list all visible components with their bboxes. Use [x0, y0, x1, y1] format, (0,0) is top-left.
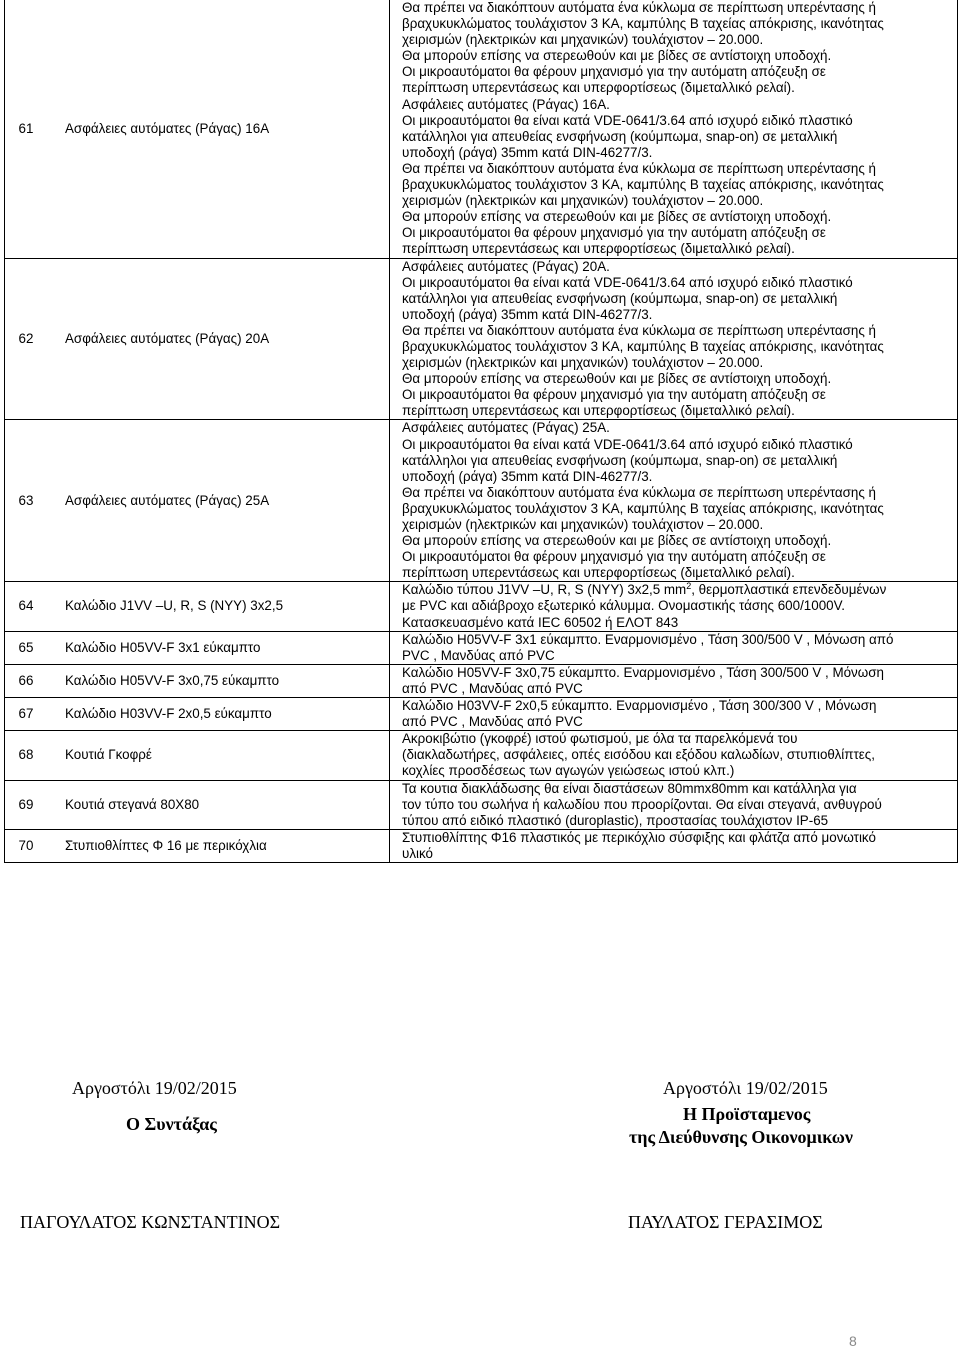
- desc-line: χειρισμών (ηλεκτρικών και μηχανικών) τουλάχιστον – 20.000.: [402, 517, 764, 532]
- desc-line: [402, 582, 949, 598]
- desc-text: , θερμοπλαστικά επενδεδυμένων: [691, 582, 887, 598]
- desc-line: (διακλαδωτήρες, ασφάλειες, οπές εισόδου και εξόδου καλωδίων, στυπιοθλίπτες,: [402, 747, 875, 763]
- right-role-line2: της Διεύθυνσης Οικονομικων: [629, 1127, 853, 1147]
- item-description: [390, 582, 958, 631]
- superscript: 2: [686, 581, 692, 592]
- item-name: Στυπιοθλίπτες Φ 16 με περικόχλια: [47, 829, 390, 862]
- item-number: 68: [5, 731, 48, 780]
- desc-line: Τα κουτια διακλάδωσης θα είναι διαστάσεων 80mmx80mm και κατάλληλα για: [402, 780, 857, 796]
- left-role: Ο Συντάξας: [126, 1114, 217, 1134]
- item-name: Καλώδιο J1VV –U, R, S (NYY) 3x2,5: [47, 582, 390, 631]
- desc-line: τον τύπο του σωλήνα ή καλωδίου που προορίζονται. Θα είναι στεγανά, ανθυγρού: [402, 796, 882, 812]
- desc-line: υποδοχή (ράγα) 35mm κατά DIN-46277/3.: [402, 468, 653, 484]
- item-name: Κουτιά στεγανά 80Χ80: [47, 780, 390, 829]
- desc-line: βραχυκυκλώματος τουλάχιστον 3 ΚΑ, καμπύλης Β ταχείας απόκρισης, ικανότητας: [402, 500, 884, 516]
- desc-line: χειρισμών (ηλεκτρικών και μηχανικών) τουλάχιστον – 20.000.: [402, 32, 764, 48]
- desc-line: Οι μικροαυτόματοι θα φέρουν μηχανισμό για την αυτόματη απόζευξη σε: [402, 64, 826, 80]
- desc-line: περίπτωση υπερεντάσεως και υπερφορτίσεως (διμεταλλικό ρελαί).: [402, 565, 795, 581]
- desc-line: Καλώδιο H03VV-F 2x0,5 εύκαμπτο. Εναρμονισμένο , Τάση 300/300 V , Μόνωση: [402, 698, 877, 714]
- left-date: Αργοστόλι 19/02/2015: [72, 1078, 237, 1098]
- desc-line: Θα μπορούν επίσης να στερεωθούν και με βίδες σε αντίστοιχη υποδοχή.: [402, 371, 832, 387]
- right-role-line1: Η Προϊσταμενος: [683, 1104, 811, 1124]
- table-row: [5, 698, 958, 731]
- desc-line: Οι μικροαυτόματοι θα φέρουν μηχανισμό για την αυτόματη απόζευξη σε: [402, 387, 826, 403]
- table-row: [5, 780, 958, 829]
- table-row: [5, 420, 958, 582]
- right-date: Αργοστόλι 19/02/2015: [663, 1078, 828, 1098]
- desc-line: υλικό: [402, 845, 433, 861]
- desc-line: Κατασκευασμένο κατά IEC 60502 ή ΕΛΟΤ 843: [402, 614, 679, 630]
- right-signatory-name: ΠΑΥΛΑΤΟΣ ΓΕΡΑΣΙΜΟΣ: [628, 1212, 823, 1232]
- desc-line: περίπτωση υπερεντάσεως και υπερφορτίσεως (διμεταλλικό ρελαί).: [402, 403, 795, 419]
- desc-line: κατάλληλοι για απευθείας ενσφήνωση (κούμπωμα, snap-on) σε μεταλλική: [402, 452, 838, 468]
- desc-line: περίπτωση υπερεντάσεως και υπερφορτίσεως (διμεταλλικό ρελαί).: [402, 241, 795, 257]
- items-table: [4, 0, 958, 863]
- desc-line: Θα πρέπει να διακόπτουν αυτόματα ένα κύκλωμα σε περίπτωση υπερέντασης ή: [402, 160, 877, 176]
- desc-line: Ακροκιβώτιο (γκοφρέ) ιστού φωτισμού, με όλα τα παρελκόμενά του: [402, 731, 798, 747]
- item-number: 62: [5, 258, 48, 420]
- table-row: [5, 258, 958, 420]
- desc-line: Ασφάλειες αυτόματες (Ράγας) 16Α.: [402, 96, 610, 112]
- desc-line: κατάλληλοι για απευθείας ενσφήνωση (κούμπωμα, snap-on) σε μεταλλική: [402, 128, 838, 144]
- item-description: [390, 631, 958, 664]
- desc-line: Ασφάλειες αυτόματες (Ράγας) 25Α.: [402, 420, 610, 436]
- table-row: [5, 582, 958, 631]
- left-signatory-name: ΠΑΓΟΥΛΑΤΟΣ ΚΩΝΣΤΑΝΤΙΝΟΣ: [20, 1212, 281, 1232]
- item-description: [390, 664, 958, 697]
- table-row: [5, 829, 958, 862]
- desc-line: κατάλληλοι για απευθείας ενσφήνωση (κούμπωμα, snap-on) σε μεταλλική: [402, 290, 838, 306]
- desc-line: Οι μικροαυτόματοι θα είναι κατά VDE-0641/3.64 από ισχυρό ειδικό πλαστικό: [402, 274, 853, 290]
- desc-line: Καλώδιο H05VV-F 3x0,75 εύκαμπτο. Εναρμονισμένο , Τάση 300/500 V , Μόνωση: [402, 664, 884, 680]
- desc-text: Καλώδιο τύπου J1VV –U, R, S (NYY) 3x2,5 mm: [402, 582, 687, 598]
- desc-line: από PVC , Μανδύας από PVC: [402, 714, 583, 730]
- page-number: 8: [849, 1333, 857, 1349]
- desc-line: τύπου από ειδικό πλαστικό (duroplastic), προστασίας τουλάχιστον IP-65: [402, 812, 829, 828]
- item-description: [390, 731, 958, 780]
- desc-line: κοχλίες προσδέσεως των αγωγών γειώσεως ιστού κλπ.): [402, 763, 735, 779]
- item-number: 61: [5, 0, 48, 258]
- item-name: Καλώδιο H05VV-F 3x1 εύκαμπτο: [47, 631, 390, 664]
- desc-line: Θα πρέπει να διακόπτουν αυτόματα ένα κύκλωμα σε περίπτωση υπερέντασης ή: [402, 322, 877, 338]
- item-name: Καλώδιο H05VV-F 3x0,75 εύκαμπτο: [47, 664, 390, 697]
- table-row: [5, 631, 958, 664]
- item-number: 65: [5, 631, 48, 664]
- table-row: [5, 731, 958, 780]
- item-description: [390, 258, 958, 420]
- item-number: 63: [5, 420, 48, 582]
- desc-line: βραχυκυκλώματος τουλάχιστον 3 ΚΑ, καμπύλης Β ταχείας απόκρισης, ικανότητας: [402, 16, 884, 32]
- desc-line: υποδοχή (ράγα) 35mm κατά DIN-46277/3.: [402, 144, 653, 160]
- item-description: [390, 780, 958, 829]
- desc-line: Ασφάλειες αυτόματες (Ράγας) 20Α.: [402, 258, 610, 274]
- item-number: 69: [5, 780, 48, 829]
- item-number: 67: [5, 698, 48, 731]
- desc-line: Οι μικροαυτόματοι θα φέρουν μηχανισμό για την αυτόματη απόζευξη σε: [402, 549, 826, 565]
- item-number: 64: [5, 582, 48, 631]
- desc-line: με PVC και αδιάβροχο εξωτερικό κάλυμμα. Ονομαστικής τάσης 600/1000V.: [402, 598, 846, 614]
- desc-line: Θα μπορούν επίσης να στερεωθούν και με βίδες σε αντίστοιχη υποδοχή.: [402, 48, 832, 64]
- desc-line: Θα μπορούν επίσης να στερεωθούν και με βίδες σε αντίστοιχη υποδοχή.: [402, 209, 832, 225]
- item-description: [390, 420, 958, 582]
- item-name: Ασφάλειες αυτόματες (Ράγας) 25Α: [47, 420, 390, 582]
- desc-line: Θα πρέπει να διακόπτουν αυτόματα ένα κύκλωμα σε περίπτωση υπερέντασης ή: [402, 484, 877, 500]
- item-description: [390, 698, 958, 731]
- item-name: Κουτιά Γκοφρέ: [47, 731, 390, 780]
- desc-line: από PVC , Μανδύας από PVC: [402, 680, 583, 696]
- item-number: 70: [5, 829, 48, 862]
- item-name: Ασφάλειες αυτόματες (Ράγας) 16Α: [47, 0, 390, 258]
- item-description: [390, 0, 958, 258]
- item-description: [390, 829, 958, 862]
- desc-line: Καλώδιο H05VV-F 3x1 εύκαμπτο. Εναρμονισμένο , Τάση 300/500 V , Μόνωση από: [402, 631, 894, 647]
- desc-line: υποδοχή (ράγα) 35mm κατά DIN-46277/3.: [402, 306, 653, 322]
- desc-line: Οι μικροαυτόματοι θα είναι κατά VDE-0641/3.64 από ισχυρό ειδικό πλαστικό: [402, 112, 853, 128]
- item-name: Ασφάλειες αυτόματες (Ράγας) 20Α: [47, 258, 390, 420]
- desc-line: βραχυκυκλώματος τουλάχιστον 3 ΚΑ, καμπύλης Β ταχείας απόκρισης, ικανότητας: [402, 338, 884, 354]
- table-row: [5, 664, 958, 697]
- desc-line: βραχυκυκλώματος τουλάχιστον 3 ΚΑ, καμπύλης Β ταχείας απόκρισης, ικανότητας: [402, 177, 884, 193]
- item-name: Καλώδιο H03VV-F 2x0,5 εύκαμπτο: [47, 698, 390, 731]
- desc-line: Οι μικροαυτόματοι θα είναι κατά VDE-0641/3.64 από ισχυρό ειδικό πλαστικό: [402, 436, 853, 452]
- desc-line: Οι μικροαυτόματοι θα φέρουν μηχανισμό για την αυτόματη απόζευξη σε: [402, 225, 826, 241]
- table-row: [5, 0, 958, 258]
- desc-line: Στυπιοθλίπτης Φ16 πλαστικός με περικόχλιο σύσφιξης και φλάτζα από μονωτικό: [402, 829, 876, 845]
- desc-line: PVC , Μανδύας από PVC: [402, 647, 555, 663]
- desc-line: Θα πρέπει να διακόπτουν αυτόματα ένα κύκλωμα σε περίπτωση υπερέντασης ή: [402, 0, 877, 15]
- desc-line: χειρισμών (ηλεκτρικών και μηχανικών) τουλάχιστον – 20.000.: [402, 355, 764, 371]
- item-number: 66: [5, 664, 48, 697]
- desc-line: χειρισμών (ηλεκτρικών και μηχανικών) τουλάχιστον – 20.000.: [402, 193, 764, 209]
- desc-line: Θα μπορούν επίσης να στερεωθούν και με βίδες σε αντίστοιχη υποδοχή.: [402, 533, 832, 549]
- desc-line: περίπτωση υπερεντάσεως και υπερφορτίσεως (διμεταλλικό ρελαί).: [402, 80, 795, 96]
